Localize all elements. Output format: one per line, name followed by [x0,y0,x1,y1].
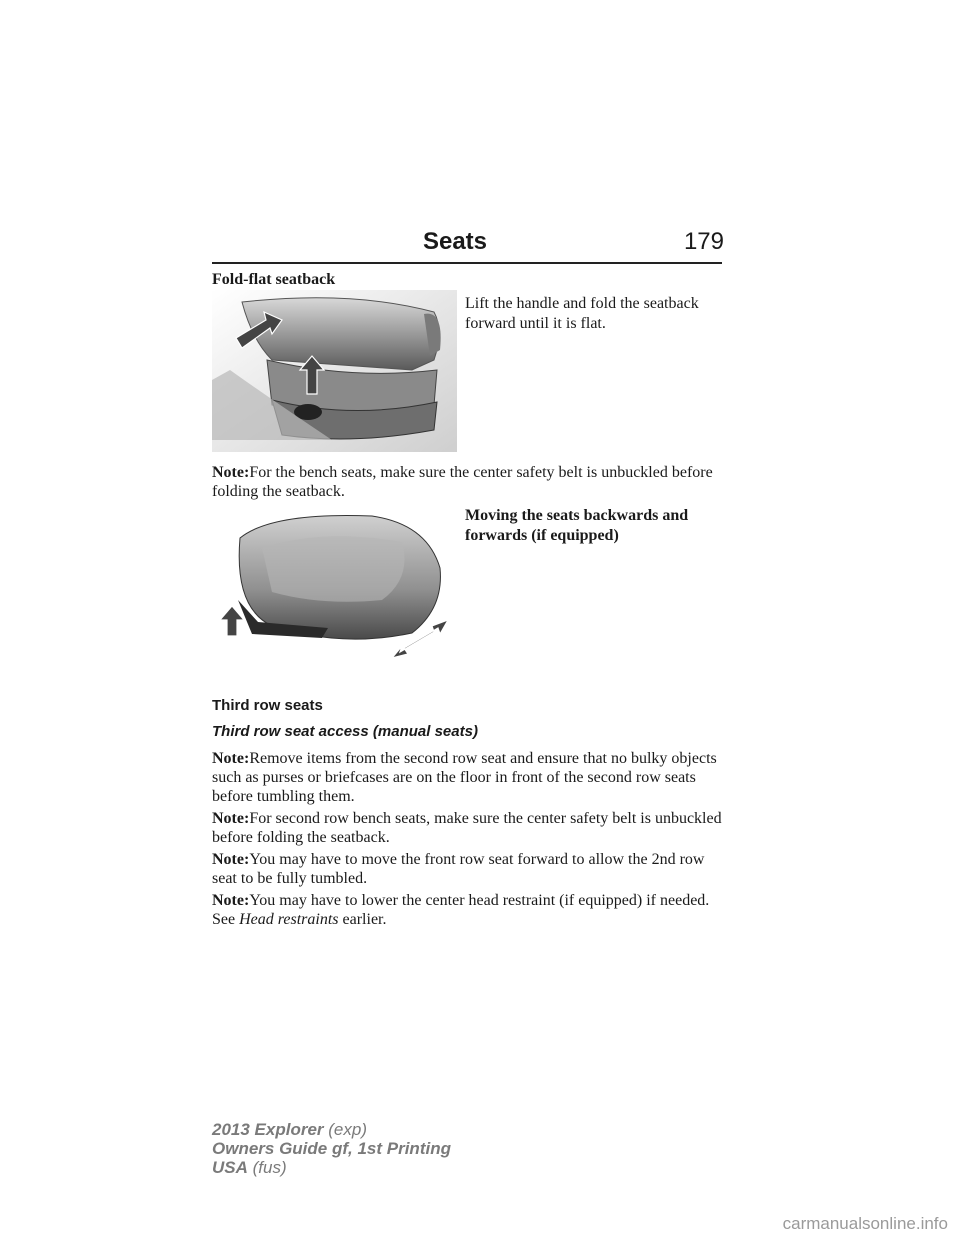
moving-seats-heading-line1: Moving the seats backwards and [465,507,689,524]
note-front-row-seat [212,850,724,888]
footer-model: 2013 Explorer [212,1120,324,1139]
note-bench-seats [212,463,724,501]
footer-guide: Owners Guide gf, 1st Printing [212,1139,451,1158]
head-restraints-link[interactable]: Head restraints [239,911,339,928]
footer [212,1120,451,1177]
note-label: Note: [212,464,250,481]
note-head-restraint [212,891,724,929]
page-title: Seats [422,228,488,255]
third-row-heading: Third row seats [212,697,323,714]
note-remove-items [212,749,724,806]
note-label: Note: [212,892,250,909]
fold-flat-instruction-line1: Lift the handle and fold the seatback [465,295,699,312]
note-text-end: earlier. [338,911,387,928]
footer-region: USA [212,1158,248,1177]
fold-flat-seat-illustration [212,290,457,452]
fold-flat-instruction-line2: forward until it is flat. [465,315,606,332]
seat-slide-illustration [212,508,457,666]
note-label: Note: [212,750,250,767]
watermark: carmanualsonline.info [782,1214,948,1233]
note-label: Note: [212,851,250,868]
footer-model-code: (exp) [328,1120,367,1139]
note-text: For the bench seats, make sure the center safety belt is unbuckled before folding the seatback. [212,464,713,500]
note-text: You may have to lower the center head restraint (if equipped) if needed. See [212,892,710,928]
footer-region-code: (fus) [252,1158,287,1177]
note-text: Remove items from the second row seat and ensure that no bulky objects such as purses or briefcases are on the floor in front of the second row seats before tumbling them. [212,750,717,805]
note-label: Note: [212,810,250,827]
page-number: 179 [683,228,724,255]
note-text: For second row bench seats, make sure the center safety belt is unbuckled before folding the seatback. [212,810,722,846]
lift-bar-arrow-icon [220,606,244,636]
moving-seats-heading-line2: forwards (if equipped) [465,527,619,544]
note-second-row-bench [212,809,724,847]
third-row-subheading: Third row seat access (manual seats) [212,723,478,740]
note-text: You may have to move the front row seat forward to allow the 2nd row seat to be fully tumbled. [212,851,705,887]
header-divider [212,262,722,264]
fold-flat-heading: Fold-flat seatback [212,271,336,288]
